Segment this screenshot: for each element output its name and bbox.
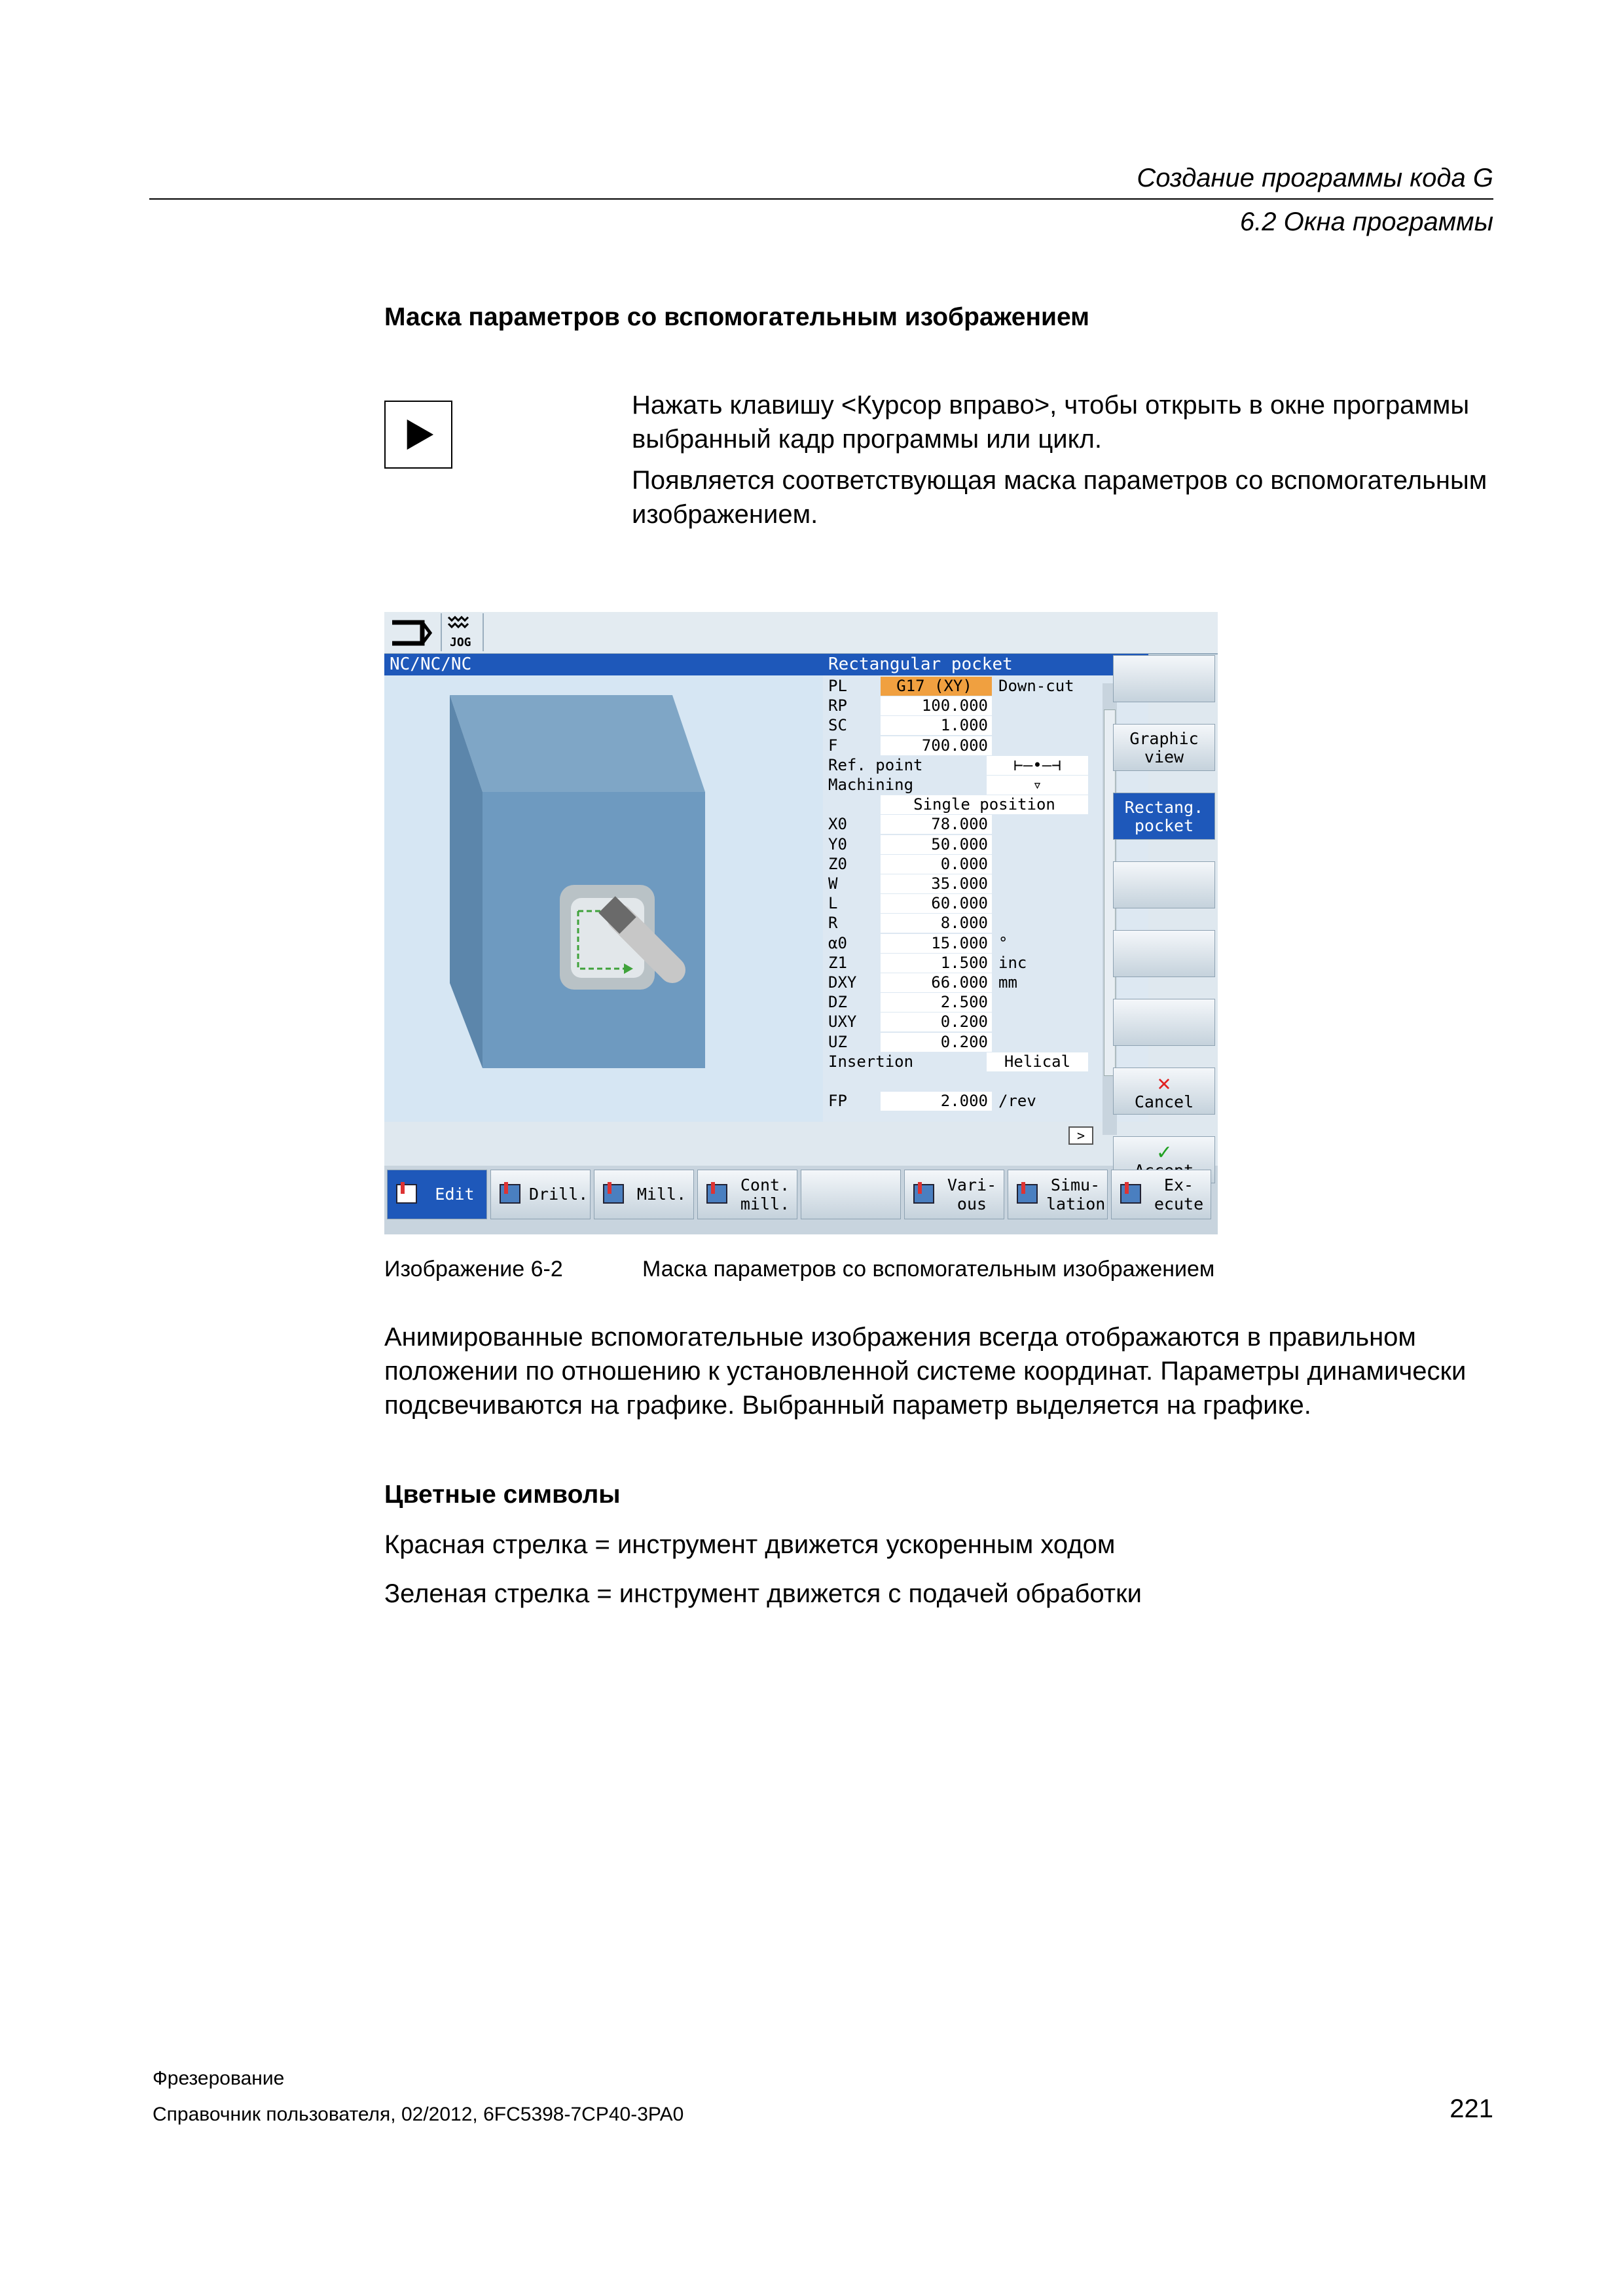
param-label: DZ (828, 993, 847, 1012)
vertical-softkey[interactable] (1113, 861, 1215, 908)
param-row (823, 873, 1148, 895)
softkey-label: Simu- lation (1046, 1175, 1106, 1213)
hmi-top-bar (384, 612, 1218, 655)
param-row (823, 992, 1148, 1013)
vertical-softkey[interactable] (1113, 724, 1215, 771)
param-row (823, 814, 1148, 835)
param-label: Z1 (828, 953, 847, 972)
subsection-title: Цветные символы (384, 1480, 621, 1509)
param-option[interactable]: Down-cut (998, 677, 1074, 695)
param-label: Ref. point (828, 755, 923, 774)
footer-manual: Справочник пользователя, 02/2012, 6FC5398-7CP40-3PA0 (153, 2104, 684, 2125)
softkey-label: Cont. mill. (740, 1175, 790, 1213)
softkey-label: Mill. (636, 1185, 687, 1204)
param-label: Y0 (828, 834, 847, 853)
param-row (823, 972, 1148, 994)
mill-icon (600, 1179, 629, 1208)
drill-icon (496, 1179, 525, 1208)
param-value-field[interactable]: 0.200 (881, 1033, 992, 1052)
instruction-paragraph-2: Появляется соответствующая маска параметров со вспомогательным изображением. (632, 466, 1487, 529)
param-row (823, 1071, 1148, 1092)
param-value-field[interactable]: G17 (XY) (881, 677, 992, 696)
horizontal-softkey[interactable] (904, 1170, 1004, 1219)
param-label: W (828, 874, 838, 893)
param-label: Insertion (828, 1052, 914, 1071)
simulation-icon (1013, 1179, 1042, 1208)
param-label: RP (828, 696, 847, 715)
param-value-field[interactable]: 15.000 (881, 934, 992, 953)
horizontal-softkey[interactable] (490, 1170, 591, 1219)
execute-icon (1117, 1179, 1146, 1208)
jog-mode-icon (441, 613, 484, 651)
param-symbol-select[interactable]: ▿ (987, 776, 1088, 795)
param-unit: inc (998, 953, 1027, 972)
edit-icon (393, 1179, 422, 1208)
instruction-paragraph-1: Нажать клавишу <Курсор вправо>, чтобы открыть в окне программы выбранный кадр программы или цикл. (632, 391, 1470, 454)
section-title: Маска параметров со вспомогательным изображением (384, 303, 1090, 331)
param-value-field[interactable]: 100.000 (881, 696, 992, 715)
param-row (823, 1090, 1148, 1112)
horizontal-softkey[interactable] (1111, 1170, 1211, 1219)
param-row (823, 834, 1148, 855)
horizontal-softkey[interactable] (697, 1170, 797, 1219)
footer-title: Фрезерование (153, 2068, 285, 2089)
param-label: FP (828, 1092, 847, 1111)
more-params-arrow-icon[interactable]: > (1068, 1126, 1093, 1145)
param-unit: mm (998, 973, 1017, 992)
param-row (823, 695, 1148, 717)
param-label: SC (828, 716, 847, 735)
param-row (823, 1031, 1148, 1053)
param-row (823, 1011, 1148, 1033)
figure-caption: Маска параметров со вспомогательным изображением (642, 1257, 1215, 1282)
param-value-field[interactable]: 78.000 (881, 815, 992, 834)
param-value-field[interactable]: 50.000 (881, 835, 992, 854)
param-row (823, 933, 1148, 954)
param-label: L (828, 894, 838, 913)
softkey-label: Vari- ous (947, 1175, 997, 1213)
horizontal-softkey[interactable] (387, 1170, 487, 1219)
cursor-right-key-icon (384, 401, 452, 469)
param-label: Machining (828, 776, 914, 794)
param-select[interactable]: Helical (987, 1052, 1088, 1071)
hmi-screenshot (384, 612, 1218, 1234)
param-row (823, 755, 1148, 776)
param-row (823, 774, 1148, 796)
param-value-field[interactable]: 66.000 (881, 973, 992, 992)
param-row (823, 794, 1148, 816)
horizontal-softkey[interactable] (594, 1170, 694, 1219)
param-row (823, 675, 1148, 697)
param-value-field[interactable]: 60.000 (881, 894, 992, 913)
param-value-field[interactable]: 2.500 (881, 993, 992, 1012)
program-return-icon[interactable] (388, 616, 434, 650)
jog-label: JOG (450, 636, 471, 649)
param-row (823, 893, 1148, 914)
running-header-section: 6.2 Окна программы (1239, 207, 1493, 236)
color-symbol-red: Красная стрелка = инструмент движется ускоренным ходом (384, 1530, 1116, 1559)
param-row (823, 952, 1148, 974)
figure-number: Изображение 6-2 (384, 1257, 563, 1282)
parameter-form (823, 675, 1148, 1122)
softkey-label: Drill. (529, 1185, 589, 1204)
param-row (823, 735, 1148, 757)
param-value-field[interactable]: 8.000 (881, 914, 992, 933)
param-row (823, 1051, 1148, 1073)
param-value-field[interactable]: 35.000 (881, 874, 992, 893)
param-row (823, 912, 1148, 934)
contour-mill-icon (703, 1179, 732, 1208)
param-label: UZ (828, 1032, 847, 1051)
accept-icon: ✓ (1157, 1139, 1171, 1165)
pocket-milling-illustration (384, 675, 823, 1122)
vertical-softkey[interactable] (1113, 655, 1215, 702)
softkey-label: ✕ Cancel (1114, 1073, 1214, 1111)
param-label: UXY (828, 1013, 857, 1031)
param-label: Z0 (828, 854, 847, 873)
param-value-field[interactable]: 0.000 (881, 855, 992, 874)
param-unit: /rev (998, 1092, 1036, 1111)
color-symbol-green: Зеленая стрелка = инструмент движется с подачей обработки (384, 1579, 1142, 1608)
header-rule (149, 198, 1493, 200)
param-row (823, 853, 1148, 875)
page-number: 221 (1450, 2094, 1493, 2123)
running-header-chapter: Создание программы кода G (1137, 164, 1493, 192)
param-label: α0 (828, 933, 847, 952)
help-graphic (384, 675, 823, 1122)
various-icon (910, 1179, 939, 1208)
param-unit: ° (998, 933, 1008, 952)
softkey-label: Ex- ecute (1154, 1175, 1204, 1213)
param-label: F (828, 736, 838, 755)
cancel-icon: ✕ (1157, 1070, 1171, 1096)
param-value-field[interactable]: 0.200 (881, 1013, 992, 1031)
vertical-softkey[interactable] (1113, 930, 1215, 977)
param-select[interactable]: Single position (881, 795, 1088, 814)
param-label: PL (828, 677, 847, 695)
param-row (823, 715, 1148, 736)
softkey-label: Graphic view (1129, 729, 1199, 766)
param-value-field[interactable]: 1.500 (881, 954, 992, 973)
dialog-title: Rectangular pocket (823, 654, 1148, 675)
param-value-field[interactable]: 700.000 (881, 736, 992, 755)
vertical-softkey[interactable] (1113, 999, 1215, 1046)
param-label: R (828, 914, 838, 933)
horizontal-softkey[interactable] (801, 1170, 901, 1219)
param-label: X0 (828, 815, 847, 834)
param-label: DXY (828, 973, 857, 992)
vertical-softkey[interactable] (1113, 1067, 1215, 1115)
softkey-label: Rectang. pocket (1124, 798, 1204, 835)
param-symbol-select[interactable]: ⊢—•—⊣ (987, 756, 1088, 775)
param-value-field[interactable]: 2.000 (881, 1092, 992, 1111)
softkey-label: Edit (435, 1185, 475, 1204)
hmi-path: NC/NC/NC (384, 654, 823, 675)
vertical-softkey[interactable] (1113, 793, 1215, 840)
param-value-field[interactable]: 1.000 (881, 716, 992, 735)
horizontal-softkey[interactable] (1008, 1170, 1108, 1219)
body-paragraph: Анимированные вспомогательные изображения всегда отображаются в правильном положении по отношению к установленной системе координат. Параметры динамически подсвечиваются на графике. Выбранный параметр выделяется на графике. (384, 1323, 1467, 1420)
